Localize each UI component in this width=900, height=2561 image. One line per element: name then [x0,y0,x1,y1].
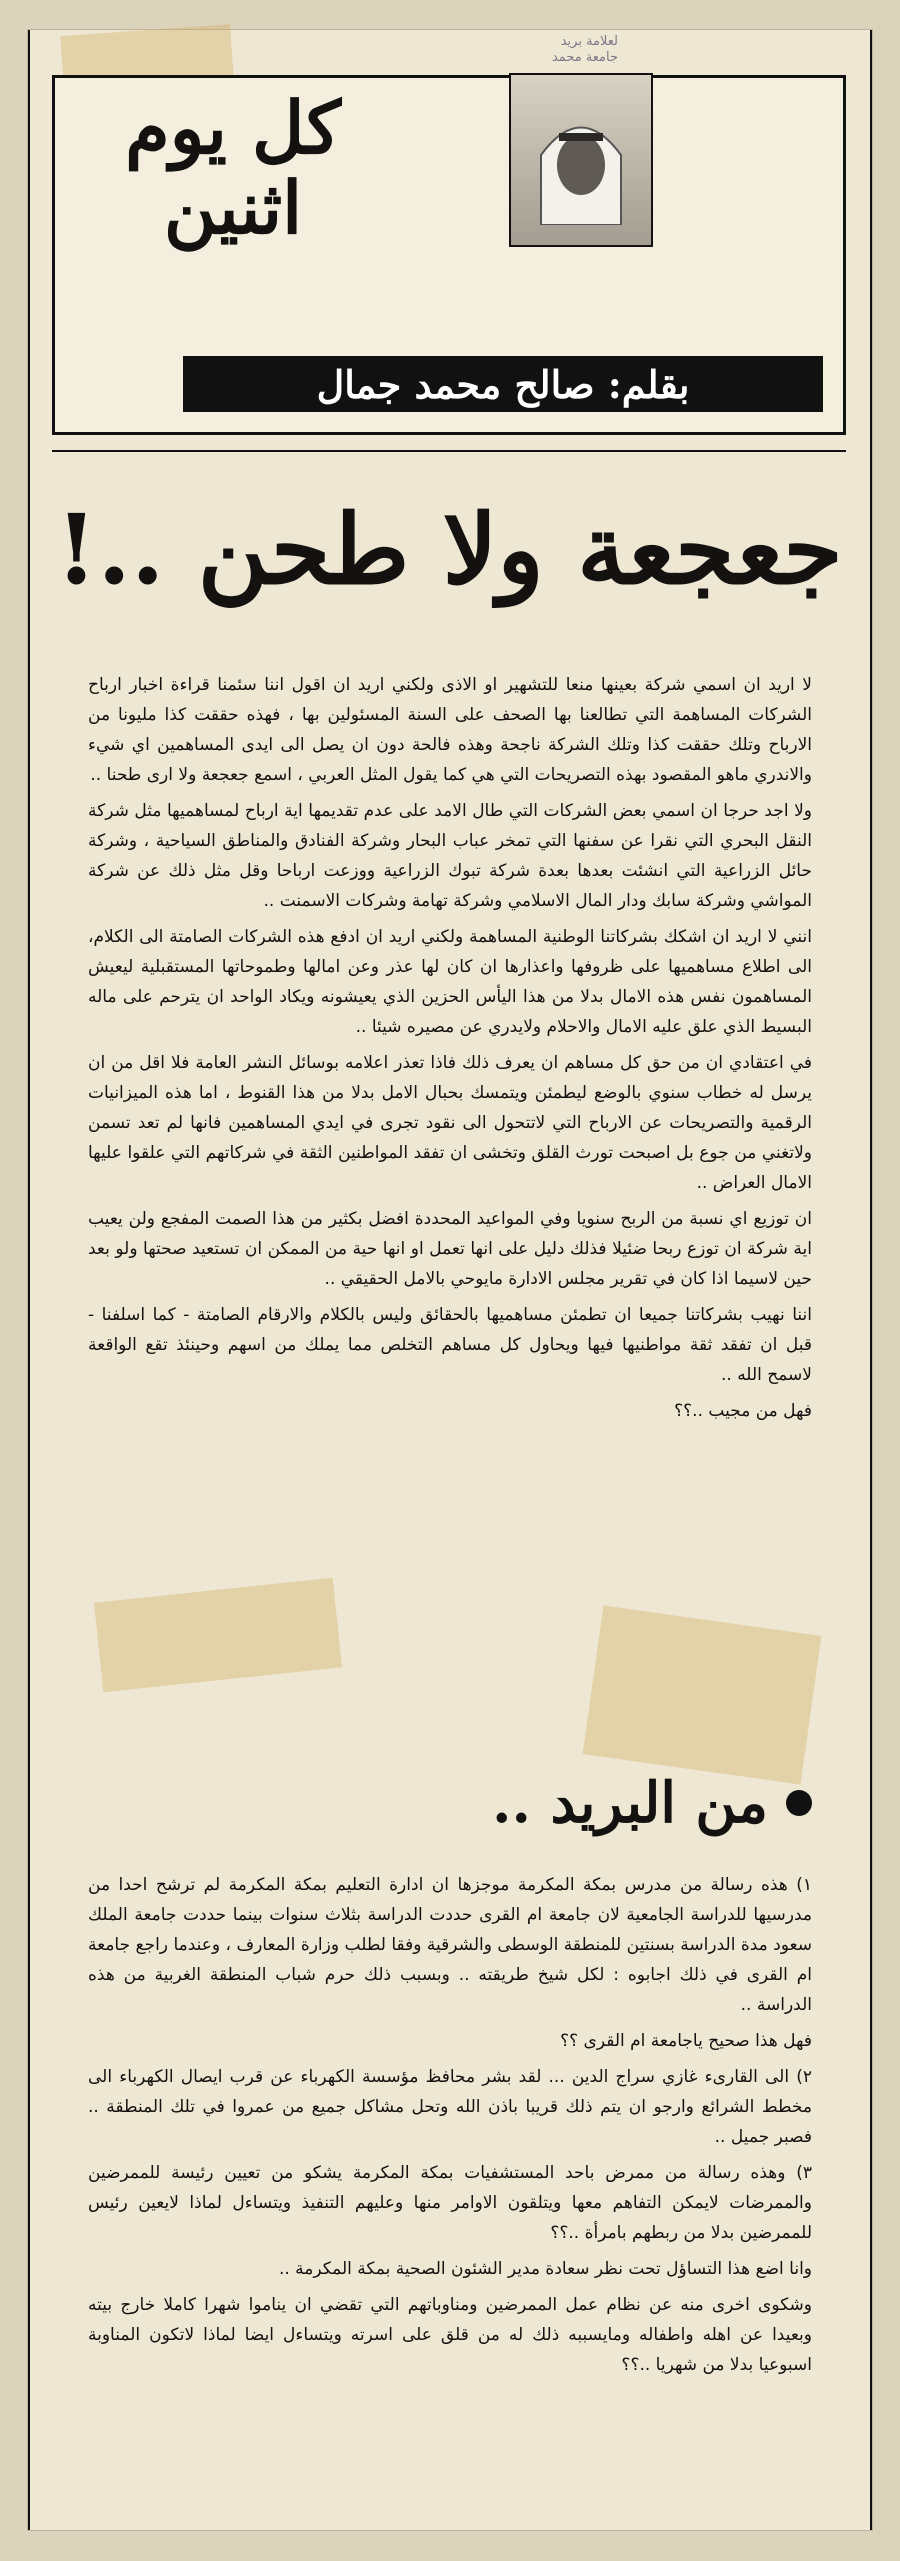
column-header [52,75,846,435]
article-paragraph: انني لا اريد ان اشكك بشركاتنا الوطنية المساهمة ولكني اريد ان ادفع هذه الشركات الصامتة الى الكلام، الى اطلاع مساهميها على ظروفها واعذارها ان كان لها عذر وعن امالها وطموحاتها المستقبلية ليعيش المساهمون نفس هذه الامال بدلا من هذا اليأس الحزين الذي يعيشونه ويكاد الواحد ان يترحم على ماله البسيط الذي علق عليه الامال والاحلام ولايدري عن مصيره شيئا .. [88,927,812,1037]
mail-item: ١) هذه رسالة من مدرس بمكة المكرمة موجزها ان ادارة التعليم بمكة المكرمة لم ترشح احدا من مدرسيها للدراسة الجامعية لان جامعة ام القرى حددت الدراسة بثلاث سنوات بينما حددت جامعة الملك سعود مدة الدراسة بسنتين للمنطقة الوسطى والشرقية وفقا لطلب وزارة المعارف ، وعندما راجع جامعة ام القرى في ذلك اجابوه : لكل شيخ طريقته .. وبسبب ذلك حرم شباب المنطقة الغربية من هذه الدراسة .. [88,1875,812,2015]
article-paragraph: في اعتقادي ان من حق كل مساهم ان يعرف ذلك فاذا تعذر اعلامه بوسائل النشر العامة فلا اقل من ان يرسل له خطاب سنوي بالوضع ليطمئن ويتمسك بحبال الامل بدلا من هذا القنوط ، اما هذه الميزانيات الرقمية والتصريحات عن الارباح التي لاتتحول الى نقود تجرى في ايدي المساهمين فانها لم تعد تسمن ولاتغني من جوع بل اصبحت تورث القلق وتخشى ان تفقد المواطنين الثقة في شركاتهم التي علقوا عليها الامال العراض .. [88,1053,812,1193]
article-paragraph: ان توزيع اي نسبة من الربح سنويا وفي المواعيد المحددة افضل بكثير من هذا الصمت المفجع ولن يعيب اية شركة ان توزع ربحا ضئيلا فذلك دليل على انها تعمل او انها حية من الممكن ان تستعيد صحتها ولو بعد حين لاسيما اذا كان في تقرير مجلس الادارة مايوحي بالامل الحقيقي .. [88,1209,812,1289]
mail-section-body [88,1870,812,2386]
bullet-icon [786,1790,812,1816]
left-border [28,30,30,2530]
tape-stain [583,1605,822,1784]
mail-item: ٣) وهذه رسالة من ممرض باحد المستشفيات بمكة المكرمة يشكو من تعيين رئيسة للممرضين والممرضات لايمكن التفاهم معها ويتلقون الاوامر منها وعليهم التنفيذ ويتساءل لماذا لايعين رئيس للممرضين بدلا من ربطهم بامرأة ..؟؟ [88,2163,812,2243]
article-headline: جعجعة ولا طحن ..! [55,493,843,606]
series-title: كل يوم اثنين [125,85,341,250]
author-byline: بقلم: صالح محمد جمال [183,356,823,412]
archive-note-line: لعلامة بريد [560,34,618,49]
right-border [870,30,872,2530]
archive-note [498,34,618,68]
mail-item: وانا اضع هذا التساؤل تحت نظر سعادة مدير الشئون الصحية بمكة المكرمة .. [278,2259,812,2279]
article-paragraph: ولا اجد حرجا ان اسمي بعض الشركات التي طال الامد على عدم تقديمها اية ارباح لمساهميها مثل شركة النقل البحري التي نقرا عن سفنها التي تمخر عباب البحار وشركة الفنادق والمناطق السياحية ، وشركة حائل الزراعية التي انشئت بعدها بعدة شركة تبوك الزراعية ووزعت ارباحا وقل مثل ذلك عن شركة المواشي وشركة سابك ودار المال الاسلامي وشركة تهامة وشركات الاسمنت .. [88,801,812,911]
mail-item: فهل هذا صحيح ياجامعة ام القرى ؟؟ [560,2031,812,2051]
newspaper-clipping [28,30,872,2530]
header-divider [52,450,846,452]
person-photo-icon [531,95,631,225]
article-paragraph: اننا نهيب بشركاتنا جميعا ان تطمئن مساهميها بالحقائق وليس بالكلام والارقام الصامتة - كما اسلفنا - قبل ان تفقد ثقة مواطنيها فيها ويحاول كل مساهم التخلص مما يملك من اسهم وحينئذ تقع الواقعة لاسمح الله .. [88,1305,812,1385]
author-portrait [509,73,653,247]
archive-note-line: جامعة محمد [551,50,618,65]
article-body [88,670,812,1432]
mail-section-heading [88,1770,812,1836]
mail-section-title: من البريد .. [491,1770,768,1836]
article-paragraph: لا اريد ان اسمي شركة بعينها منعا للتشهير او الاذى ولكني اريد ان اقول اننا سئمنا قراءة اخبار ارباح الشركات المساهمة التي تطالعنا بها الصحف على السنة المسئولين بها ، فهذه حققت كذا مليونا من الارباح وتلك حققت كذا وتلك الشركة ناجحة وهذه فالحة دون ان يصل الى ايدى المساهمين اي شيء والاندري ماهو المقصود بهذه التصريحات التي هي كما يقول المثل العربي ، اسمع جعجعة ولا ارى طحنا .. [88,675,812,785]
mail-item: ٢) الى القارىء غازي سراج الدين ... لقد بشر محافظ مؤسسة الكهرباء عن قرب ايصال الكهرباء الى مخطط الشرائع وارجو ان يتم ذلك قريبا باذن الله وتحل مشاكل جميع من عمروا في تلك المنطقة .. فصبر جميل .. [88,2067,812,2147]
article-paragraph: فهل من مجيب ..؟؟ [674,1401,812,1421]
mail-item: وشكوى اخرى منه عن نظام عمل الممرضين ومناوباتهم التي تقضي ان يناموا شهرا كاملا خارج بيته وبعيدا عن اهله واطفاله ومايسببه ذلك له من قلق على اسرته ويتساءل ايضا لماذا لاتكون المناوبة اسبوعيا بدلا من شهريا ..؟؟ [88,2295,812,2375]
tape-stain [94,1578,342,1693]
